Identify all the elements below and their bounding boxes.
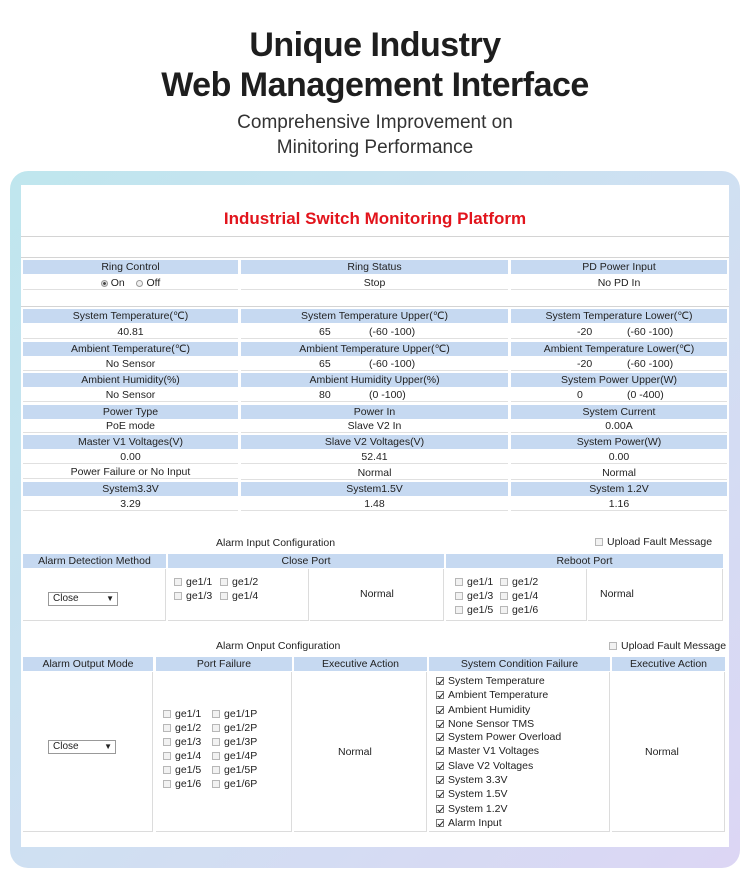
checkbox[interactable] — [220, 592, 228, 600]
port-failure-item[interactable] — [163, 778, 201, 790]
sys-temp-upper-input[interactable]: 65 — [319, 326, 331, 338]
amb-temp-upper-cell — [241, 357, 508, 371]
port-label: ge1/5 — [175, 764, 202, 776]
condition-label: System 1.2V — [448, 803, 508, 815]
amb-temp-header: Ambient Temperature(℃) — [23, 342, 238, 356]
port-label: ge1/4 — [232, 590, 259, 602]
port-failure-item[interactable] — [212, 736, 257, 748]
close-port-ge1-4[interactable] — [220, 590, 258, 602]
port-label: ge1/2 — [175, 722, 202, 734]
power-failure-label: Power Failure or No Input — [23, 465, 238, 479]
sys-temp-value: 40.81 — [23, 325, 238, 339]
close-port-ge1-3[interactable] — [174, 590, 212, 602]
condition-label: Master V1 Voltages — [448, 745, 540, 757]
subheadline-line-2: Minitoring Performance — [276, 137, 474, 158]
checkbox[interactable] — [436, 819, 444, 827]
amb-temp-lower-cell — [511, 357, 727, 371]
port-label: ge1/6 — [175, 778, 202, 790]
port-label: ge1/4 — [512, 590, 539, 602]
dropdown-arrow-icon: ▼ — [106, 594, 114, 603]
reboot-port-ge1-2[interactable] — [500, 576, 538, 588]
condition-item[interactable] — [436, 745, 539, 757]
ring-status-value: Stop — [241, 276, 508, 290]
amb-temp-lower-input[interactable]: -20 — [577, 358, 593, 370]
power-type-value: PoE mode — [23, 419, 238, 433]
pd-power-header: PD Power Input — [511, 260, 727, 274]
amb-temp-lower-range: (-60 -100) — [627, 358, 674, 370]
alarm-output-upload-checkbox[interactable] — [609, 642, 617, 650]
amb-temp-upper-range: (-60 -100) — [369, 358, 416, 370]
close-port-ge1-1[interactable] — [174, 576, 212, 588]
checkbox[interactable] — [212, 710, 220, 718]
port-label: ge1/5P — [224, 764, 258, 776]
port-failure-item[interactable] — [212, 750, 257, 762]
sys-temp-lower-range: (-60 -100) — [627, 326, 674, 338]
reboot-port-ge1-1[interactable] — [455, 576, 493, 588]
checkbox[interactable] — [212, 724, 220, 732]
headline-line-1: Unique Industry — [249, 26, 501, 64]
condition-item[interactable] — [436, 788, 508, 800]
detection-method-value: Close — [53, 593, 79, 604]
port-label: ge1/2 — [232, 576, 259, 588]
sys-current-header: System Current — [511, 405, 727, 419]
port-label: ge1/1P — [224, 708, 258, 720]
exec-action2-cell — [612, 672, 725, 832]
checkbox[interactable] — [163, 710, 171, 718]
sys-current-value: 0.00A — [511, 419, 727, 433]
power-in-value: Slave V2 In — [241, 419, 508, 433]
reboot-port-checks — [446, 569, 587, 621]
amb-hum-header: Ambient Humidity(%) — [23, 373, 238, 387]
subheadline-line-1: Comprehensive Improvement on — [237, 112, 513, 133]
alarm-input-title: Alarm Input Configuration — [216, 537, 336, 549]
amb-temp-lower-header: Ambient Temperature Lower(℃) — [511, 342, 727, 356]
checkbox[interactable] — [436, 805, 444, 813]
sys-power-upper-header: System Power Upper(W) — [511, 373, 727, 387]
master-v1-value: 0.00 — [23, 450, 238, 464]
checkbox[interactable] — [212, 766, 220, 774]
condition-label: Ambient Temperature — [448, 689, 549, 701]
condition-label: System 1.5V — [448, 788, 508, 800]
port-label: ge1/4 — [175, 750, 202, 762]
platform-title: Industrial Switch Monitoring Platform — [223, 209, 527, 228]
checkbox[interactable] — [436, 747, 444, 755]
port-label: ge1/1 — [175, 708, 202, 720]
divider — [21, 257, 729, 258]
condition-item[interactable] — [436, 718, 534, 730]
checkbox[interactable] — [163, 752, 171, 760]
close-port-ge1-2[interactable] — [220, 576, 258, 588]
checkbox[interactable] — [436, 762, 444, 770]
checkbox[interactable] — [212, 752, 220, 760]
checkbox[interactable] — [436, 790, 444, 798]
exec-action-cell — [294, 672, 427, 832]
power-failure-power-status: Normal — [511, 466, 727, 480]
reboot-port-status-cell — [588, 569, 723, 621]
checkbox[interactable] — [500, 592, 508, 600]
sys33-header: System3.3V — [23, 482, 238, 496]
sys-temp-upper-cell — [241, 325, 508, 339]
alarm-output-upload[interactable] — [609, 640, 726, 652]
checkbox[interactable] — [174, 578, 182, 586]
close-port-checks — [168, 569, 309, 621]
reboot-port-header: Reboot Port — [446, 554, 723, 568]
sys15-value: 1.48 — [241, 497, 508, 511]
sys12-header: System 1.2V — [511, 482, 727, 496]
sys-power-upper-input[interactable]: 0 — [577, 389, 583, 401]
port-label: ge1/3 — [175, 736, 202, 748]
port-label: ge1/3 — [467, 590, 494, 602]
port-failure-item[interactable] — [163, 708, 201, 720]
port-failure-header: Port Failure — [156, 657, 292, 671]
reboot-port-ge1-4[interactable] — [500, 590, 538, 602]
checkbox[interactable] — [163, 766, 171, 774]
checkbox[interactable] — [174, 592, 182, 600]
detection-method-header: Alarm Detection Method — [23, 554, 166, 568]
sys-temp-lower-input[interactable]: -20 — [577, 326, 593, 338]
exec-action-status: Normal — [338, 746, 372, 758]
port-failure-cell — [156, 672, 292, 832]
condition-label: System Temperature — [448, 675, 545, 687]
slave-v2-header: Slave V2 Voltages(V) — [241, 435, 508, 449]
condition-label: Slave V2 Voltages — [448, 760, 534, 772]
condition-item[interactable] — [436, 803, 508, 815]
port-label: ge1/1 — [467, 576, 494, 588]
amb-hum-upper-header: Ambient Humidity Upper(%) — [241, 373, 508, 387]
close-port-status-cell — [310, 569, 444, 621]
sys-temp-upper-header: System Temperature Upper(℃) — [241, 309, 508, 323]
output-mode-select[interactable] — [48, 740, 116, 754]
condition-item[interactable] — [436, 760, 533, 772]
checkbox[interactable] — [163, 724, 171, 732]
port-failure-item[interactable] — [163, 750, 201, 762]
ring-on-radio[interactable] — [101, 280, 108, 287]
port-label: ge1/1 — [186, 576, 213, 588]
condition-item[interactable] — [436, 731, 561, 743]
checkbox[interactable] — [163, 780, 171, 788]
sys12-value: 1.16 — [511, 497, 727, 511]
exec-action2-header: Executive Action — [612, 657, 725, 671]
condition-label: Ambient Humidity — [448, 704, 531, 716]
ring-control-options — [23, 276, 238, 290]
port-label: ge1/2 — [512, 576, 539, 588]
dropdown-arrow-icon: ▼ — [104, 742, 112, 751]
output-mode-value: Close — [53, 741, 79, 752]
sys-power-header: System Power(W) — [511, 435, 727, 449]
amb-hum-upper-cell — [241, 388, 508, 402]
divider — [21, 236, 729, 237]
checkbox[interactable] — [455, 578, 463, 586]
port-failure-item[interactable] — [212, 764, 257, 776]
sys-temp-lower-header: System Temperature Lower(℃) — [511, 309, 727, 323]
reboot-port-ge1-5[interactable] — [455, 604, 493, 616]
output-mode-header: Alarm Output Mode — [23, 657, 153, 671]
condition-label: System Power Overload — [448, 731, 562, 743]
amb-temp-upper-input[interactable]: 65 — [319, 358, 331, 370]
checkbox[interactable] — [163, 738, 171, 746]
checkbox[interactable] — [455, 592, 463, 600]
master-v1-header: Master V1 Voltages(V) — [23, 435, 238, 449]
checkbox[interactable] — [436, 706, 444, 714]
amb-hum-upper-input[interactable]: 80 — [319, 389, 331, 401]
checkbox[interactable] — [455, 606, 463, 614]
condition-label: Alarm Input — [448, 817, 502, 829]
ring-off-radio[interactable] — [136, 280, 143, 287]
reboot-port-ge1-3[interactable] — [455, 590, 493, 602]
condition-label: System 3.3V — [448, 774, 508, 786]
amb-temp-upper-header: Ambient Temperature Upper(℃) — [241, 342, 508, 356]
slave-v2-value: 52.41 — [241, 450, 508, 464]
checkbox[interactable] — [500, 606, 508, 614]
sys15-header: System1.5V — [241, 482, 508, 496]
condition-item[interactable] — [436, 689, 548, 701]
condition-label: None Sensor TMS — [448, 718, 535, 730]
amb-temp-value: No Sensor — [23, 357, 238, 371]
detection-method-select[interactable] — [48, 592, 118, 606]
checkbox[interactable] — [436, 733, 444, 741]
sys-temp-upper-range: (-60 -100) — [369, 326, 416, 338]
condition-item[interactable] — [436, 704, 530, 716]
ring-on-label: On — [110, 277, 125, 289]
alarm-output-title: Alarm Onput Configuration — [216, 640, 341, 652]
sys-power-value: 0.00 — [511, 450, 727, 464]
checkbox[interactable] — [436, 691, 444, 699]
pd-power-value: No PD In — [511, 276, 727, 290]
port-failure-item[interactable] — [163, 722, 201, 734]
checkbox[interactable] — [212, 738, 220, 746]
port-label: ge1/3 — [186, 590, 213, 602]
port-label: ge1/3P — [224, 736, 258, 748]
port-failure-item[interactable] — [163, 736, 201, 748]
ring-off-label: Off — [146, 277, 161, 289]
checkbox[interactable] — [212, 780, 220, 788]
ring-control-header: Ring Control — [23, 260, 238, 274]
alarm-input-upload[interactable] — [595, 536, 712, 548]
headline-line-2: Web Management Interface — [161, 66, 589, 104]
divider — [21, 306, 729, 307]
port-failure-item[interactable] — [212, 708, 257, 720]
port-label: ge1/6 — [512, 604, 539, 616]
reboot-port-ge1-6[interactable] — [500, 604, 538, 616]
checkbox[interactable] — [436, 720, 444, 728]
port-failure-item[interactable] — [212, 778, 257, 790]
port-label: ge1/2P — [224, 722, 258, 734]
monitoring-panel — [21, 185, 729, 847]
condition-item[interactable] — [436, 817, 502, 829]
checkbox[interactable] — [436, 776, 444, 784]
alarm-input-upload-checkbox[interactable] — [595, 538, 603, 546]
power-type-header: Power Type — [23, 405, 238, 419]
ring-status-header: Ring Status — [241, 260, 508, 274]
alarm-input-upload-label: Upload Fault Message — [607, 536, 713, 548]
port-label: ge1/4P — [224, 750, 258, 762]
checkbox[interactable] — [436, 677, 444, 685]
sys-power-upper-range: (0 -400) — [627, 389, 664, 401]
condition-item[interactable] — [436, 675, 545, 687]
power-failure-v2-status: Normal — [241, 466, 508, 480]
reboot-port-status: Normal — [600, 588, 634, 600]
port-label: ge1/6P — [224, 778, 258, 790]
close-port-header: Close Port — [168, 554, 444, 568]
sys-condition-header: System Condition Failure — [429, 657, 610, 671]
condition-item[interactable] — [436, 774, 508, 786]
sys-condition-cell — [429, 672, 610, 832]
sys33-value: 3.29 — [23, 497, 238, 511]
power-in-header: Power In — [241, 405, 508, 419]
checkbox[interactable] — [500, 578, 508, 586]
port-label: ge1/5 — [467, 604, 494, 616]
amb-hum-upper-range: (0 -100) — [369, 389, 406, 401]
alarm-output-upload-label: Upload Fault Message — [621, 640, 727, 652]
checkbox[interactable] — [220, 578, 228, 586]
port-failure-item[interactable] — [212, 722, 257, 734]
close-port-status: Normal — [360, 588, 394, 600]
exec-action2-status: Normal — [645, 746, 679, 758]
sys-power-upper-cell — [511, 388, 727, 402]
port-failure-item[interactable] — [163, 764, 201, 776]
exec-action-header: Executive Action — [294, 657, 427, 671]
amb-hum-value: No Sensor — [23, 388, 238, 402]
sys-temp-lower-cell — [511, 325, 727, 339]
sys-temp-header: System Temperature(℃) — [23, 309, 238, 323]
